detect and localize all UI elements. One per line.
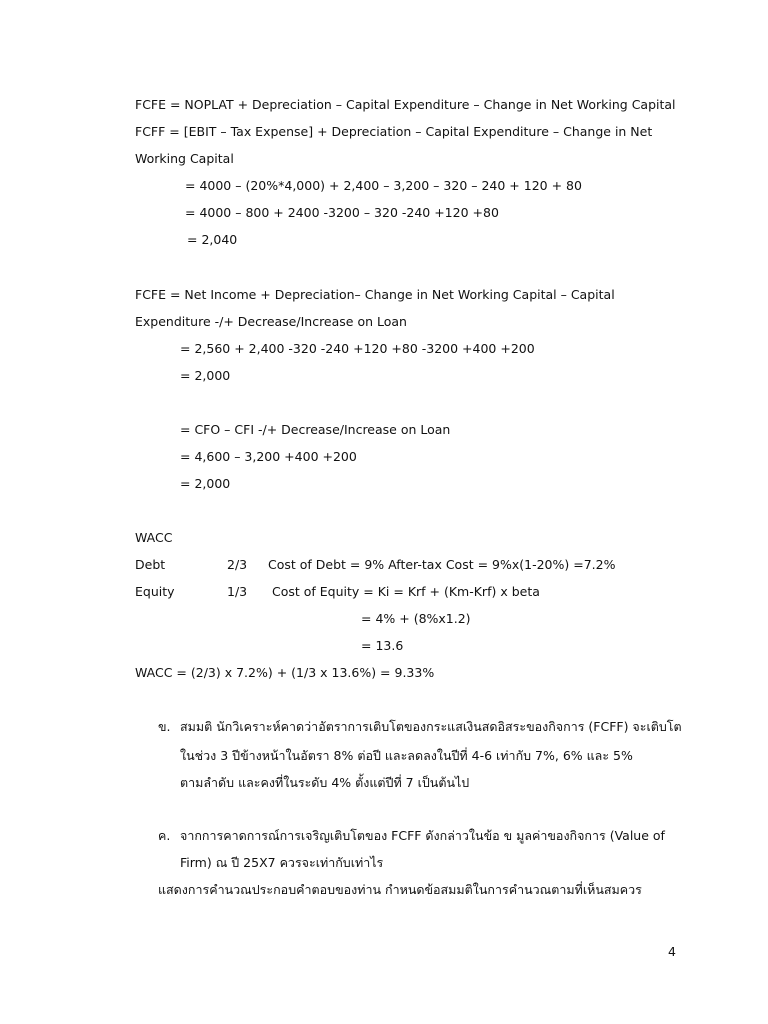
item-b-line-2: ในช่วง 3 ปีข้างหน้าในอัตรา 8% ต่อปี และลดลงในปีที่ 4-6 เท่ากับ 7%, 6% และ 5% xyxy=(180,748,633,763)
fcff-formula-cont: Working Capital xyxy=(135,151,234,166)
fcfe-formula: FCFE = NOPLAT + Depreciation – Capital Expenditure – Change in Net Working Capital xyxy=(135,97,676,112)
wacc-title: WACC xyxy=(135,530,173,545)
item-b-line-1: สมมติ นักวิเคราะห์คาดว่าอัตราการเติบโตของกระแสเงินสดอิสระของกิจการ (FCFF) จะเติบโต xyxy=(180,719,682,734)
fcfe-calc-1: = 2,560 + 2,400 -320 -240 +120 +80 -3200 +400 +200 xyxy=(180,341,535,356)
debt-cost: Cost of Debt = 9% After-tax Cost = 9%x(1-20%) =7.2% xyxy=(268,557,616,572)
fcfe-net-income-formula-cont: Expenditure -/+ Decrease/Increase on Loan xyxy=(135,314,407,329)
wacc-result: WACC = (2/3) x 7.2%) + (1/3 x 13.6%) = 9.33% xyxy=(135,665,435,680)
equity-calc-1: = 4% + (8%x1.2) xyxy=(361,611,471,626)
item-b-line-3: ตามลำดับ และคงที่ในระดับ 4% ตั้งแต่ปีที่ 7 เป็นต้นไป xyxy=(180,775,470,790)
instruction: แสดงการคำนวณประกอบคำตอบของท่าน กำหนดข้อสมมติในการคำนวณตามที่เห็นสมควร xyxy=(158,882,642,897)
equity-cost: Cost of Equity = Ki = Krf + (Km-Krf) x beta xyxy=(272,584,540,599)
equity-calc-2: = 13.6 xyxy=(361,638,404,653)
fcfe-cfo-formula: = CFO – CFI -/+ Decrease/Increase on Loan xyxy=(180,422,451,437)
fcff-calc-2: = 4000 – 800 + 2400 -3200 – 320 -240 +120 +80 xyxy=(185,205,499,220)
item-c-line-2: Firm) ณ ปี 25X7 ควรจะเท่ากับเท่าไร xyxy=(180,855,384,870)
equity-label: Equity xyxy=(135,584,175,599)
item-c-marker: ค. xyxy=(158,828,171,843)
page-number: 4 xyxy=(668,944,676,959)
item-b-marker: ข. xyxy=(158,719,171,734)
fcff-result: = 2,040 xyxy=(187,232,238,247)
fcfe-net-income-formula: FCFE = Net Income + Depreciation– Change in Net Working Capital – Capital xyxy=(135,287,615,302)
fcff-calc-1: = 4000 – (20%*4,000) + 2,400 – 3,200 – 320 – 240 + 120 + 80 xyxy=(185,178,582,193)
fcfe-result-1: = 2,000 xyxy=(180,368,231,383)
debt-label: Debt xyxy=(135,557,166,572)
item-c-line-1: จากการคาดการณ์การเจริญเติบโตของ FCFF ดังกล่าวในข้อ ข มูลค่าของกิจการ (Value of xyxy=(180,828,665,843)
fcff-formula: FCFF = [EBIT – Tax Expense] + Depreciation – Capital Expenditure – Change in Net xyxy=(135,124,653,139)
debt-weight: 2/3 xyxy=(227,557,248,572)
equity-weight: 1/3 xyxy=(227,584,248,599)
fcfe-result-2: = 2,000 xyxy=(180,476,231,491)
fcfe-cfo-calc: = 4,600 – 3,200 +400 +200 xyxy=(180,449,357,464)
